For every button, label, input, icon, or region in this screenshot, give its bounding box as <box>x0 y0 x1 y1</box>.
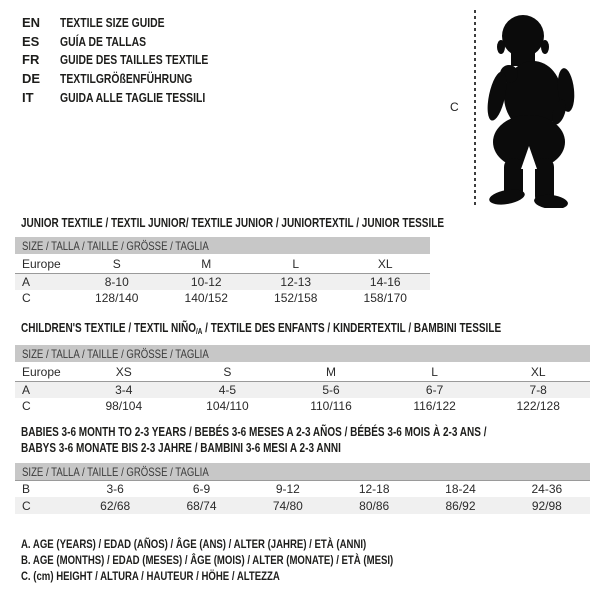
table-row-months <box>15 481 590 497</box>
size-header-label: SIZE / TALLA / TAILLE / GRÖSSE / TAGLIA <box>22 238 209 253</box>
section-title-junior <box>21 216 550 231</box>
size-header-bar <box>15 237 430 254</box>
section-title-babies-line2: BABYS 3-6 MONATE BIS 2-3 JAHRE / BAMBINI 3-6 MESI A 2-3 ANNI <box>21 441 341 455</box>
row-label: C <box>22 498 31 513</box>
row-label: A <box>22 383 31 397</box>
row-label: C <box>22 399 31 413</box>
months-cell: 6-9 <box>192 482 211 496</box>
months-cell: 12-18 <box>358 482 390 496</box>
months-cell: 18-24 <box>445 482 476 496</box>
language-code: FR <box>22 52 40 68</box>
language-row-it <box>22 88 245 107</box>
size-header-bar <box>15 463 590 481</box>
table-row-height <box>15 497 590 514</box>
language-row-en <box>22 13 245 32</box>
language-label: GUÍA DE TALLAS <box>60 33 147 49</box>
table-row-height <box>15 290 430 306</box>
language-code: IT <box>22 89 34 105</box>
title-part: CHILDREN'S TEXTILE / TEXTIL NIÑO <box>21 321 196 335</box>
language-row-de <box>22 69 245 88</box>
language-label: TEXTILE SIZE GUIDE <box>60 14 165 30</box>
height-cell: 86/92 <box>445 498 476 513</box>
size-header-label: SIZE / TALLA / TAILLE / GRÖSSE / TAGLIA <box>22 346 209 361</box>
language-code: EN <box>22 14 41 30</box>
size-cell: M <box>201 256 212 271</box>
baby-silhouette-icon <box>483 8 575 208</box>
height-cell: 80/86 <box>359 498 390 513</box>
section-title-children <box>21 321 600 339</box>
language-label: GUIDE DES TAILLES TEXTILE <box>60 52 209 68</box>
height-cell: 140/152 <box>184 291 228 305</box>
table-row-europe <box>15 362 590 382</box>
note-line-c: C. (cm) HEIGHT / ALTURA / HAUTEUR / HÖHE / ALTEZZA <box>21 569 280 584</box>
language-label: GUIDA ALLE TAGLIE TESSILI <box>60 89 206 105</box>
size-cell: XS <box>115 364 132 379</box>
row-label: Europe <box>22 364 61 379</box>
table-row-europe <box>15 254 430 274</box>
table-row-age <box>15 274 430 290</box>
height-cell: 104/110 <box>206 399 249 413</box>
age-cell: 6-7 <box>425 383 444 397</box>
height-measure-line <box>474 10 476 206</box>
legend-notes <box>21 536 486 585</box>
language-code: ES <box>22 33 40 49</box>
table-row-height <box>15 398 590 414</box>
note-line-a: A. AGE (YEARS) / EDAD (AÑOS) / ÂGE (ANS) / ALTER (JAHRE) / ETÀ (ANNI) <box>21 537 367 551</box>
language-row-fr <box>22 50 245 69</box>
age-cell: 3-4 <box>115 383 133 397</box>
title-part: / TEXTILE DES ENFANTS / KINDERTEXTIL / BAMBINI TESSILE <box>202 321 502 335</box>
age-cell: 10-12 <box>190 275 222 289</box>
height-cell: 116/122 <box>413 399 456 413</box>
section-title-babies-line1: BABIES 3-6 MONTH TO 2-3 YEARS / BEBÉS 3-6 MESES A 2-3 AÑOS / BÉBÉS 3-6 MOIS À 2-3 ANS / <box>21 425 487 439</box>
language-row-es <box>22 32 245 51</box>
height-cell: 128/140 <box>95 291 139 305</box>
months-cell: 9-12 <box>275 482 300 496</box>
months-cell: 3-6 <box>106 482 124 496</box>
height-cell: 74/80 <box>272 498 303 513</box>
age-cell: 4-5 <box>218 383 237 397</box>
row-label: C <box>22 291 31 305</box>
row-label: A <box>22 275 31 289</box>
height-cell: 62/68 <box>100 498 131 513</box>
size-cell: XL <box>377 256 393 271</box>
language-code: DE <box>22 70 41 86</box>
height-cell: 92/98 <box>531 498 562 513</box>
size-cell: L <box>292 256 300 271</box>
age-cell: 5-6 <box>322 383 340 397</box>
height-cell: 68/74 <box>186 498 217 513</box>
section-title-children-text <box>21 321 501 339</box>
size-cell: L <box>431 364 438 379</box>
section-title-babies <box>21 424 600 456</box>
height-measure-label: C <box>450 100 459 114</box>
section-title-junior-text: JUNIOR TEXTILE / TEXTIL JUNIOR/ TEXTILE JUNIOR / JUNIORTEXTIL / JUNIOR TESSILE <box>21 216 445 230</box>
age-cell: 14-16 <box>369 275 401 289</box>
height-cell: 110/116 <box>310 399 352 413</box>
height-cell: 122/128 <box>516 399 560 413</box>
children-size-table <box>15 345 590 414</box>
age-cell: 7-8 <box>529 383 547 397</box>
title-subscript: /A <box>195 327 203 336</box>
age-cell: 8-10 <box>104 275 129 289</box>
note-line-b: B. AGE (MONTHS) / EDAD (MESES) / ÂGE (MOIS) / ALTER (MONATE) / ETÀ (MESI) <box>21 553 394 568</box>
size-cell: XL <box>530 364 546 379</box>
language-label: TEXTILGRÖßENFÜHRUNG <box>60 70 193 86</box>
babies-size-table <box>15 463 590 514</box>
height-cell: 152/158 <box>274 291 318 305</box>
row-label: Europe <box>22 256 61 271</box>
size-cell: S <box>112 256 121 271</box>
table-row-age <box>15 382 590 398</box>
size-cell: S <box>223 364 232 379</box>
language-list <box>22 13 245 106</box>
months-cell: 24-36 <box>531 482 563 496</box>
row-label: B <box>22 482 31 496</box>
junior-size-table <box>15 237 430 306</box>
height-cell: 98/104 <box>105 399 143 413</box>
size-header-label: SIZE / TALLA / TAILLE / GRÖSSE / TAGLIA <box>22 464 209 479</box>
size-header-bar <box>15 345 590 362</box>
size-cell: M <box>325 364 336 379</box>
height-cell: 158/170 <box>363 291 407 305</box>
age-cell: 12-13 <box>280 275 312 289</box>
